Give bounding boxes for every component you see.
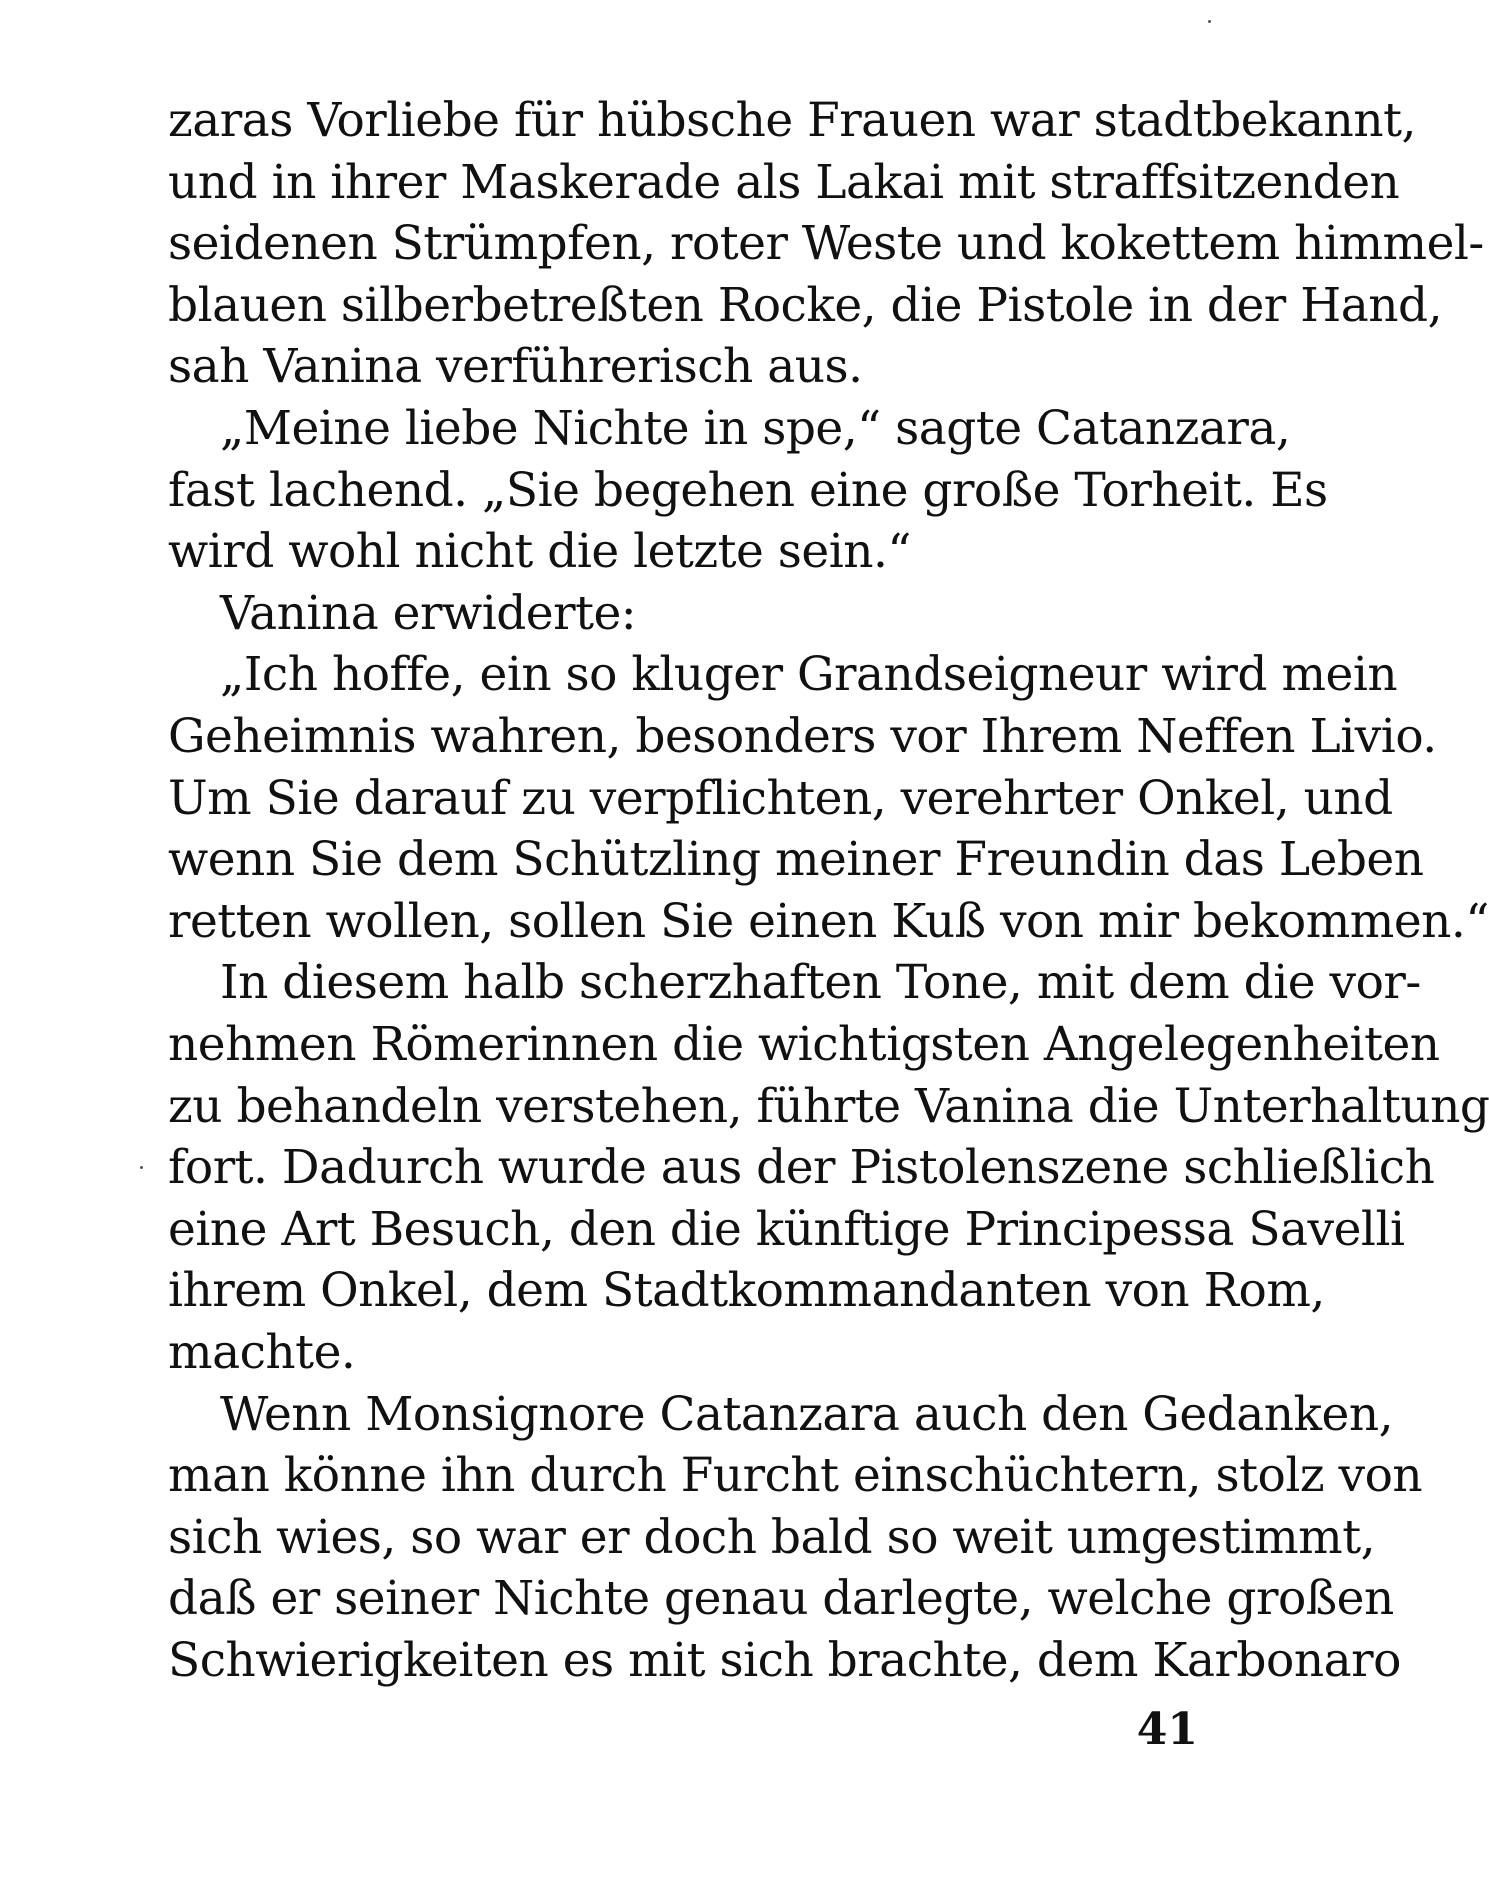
text-line: „Ich hoffe, ein so kluger Grandseigneur wird mein xyxy=(220,647,1398,703)
text-line: seidenen Strümpfen, roter Weste und kokettem himmel- xyxy=(168,216,1484,272)
text-line: Um Sie darauf zu verpflichten, verehrter Onkel, und xyxy=(168,770,1393,826)
text-line: Schwierigkeiten es mit sich brachte, dem Karbonaro xyxy=(168,1633,1401,1688)
text-line: blauen silberbetreßten Rocke, die Pistole in der Hand, xyxy=(168,277,1443,333)
text-line: ihrem Onkel, dem Stadtkommandanten von Rom, xyxy=(168,1263,1325,1319)
text-line: sich wies, so war er doch bald so weit umgestimmt, xyxy=(168,1509,1376,1565)
text-line: retten wollen, sollen Sie einen Kuß von mir bekommen.“ xyxy=(168,893,1489,949)
text-line: zu behandeln verstehen, führte Vanina die Unterhaltung xyxy=(168,1078,1489,1134)
text-line: fort. Dadurch wurde aus der Pistolenszene schließlich xyxy=(168,1140,1435,1196)
text-line: Vanina erwiderte: xyxy=(220,585,637,641)
text-line: daß er seiner Nichte genau darlegte, welche großen xyxy=(168,1571,1394,1627)
text-line: „Meine liebe Nichte in spe,“ sagte Catanzara, xyxy=(220,401,1291,456)
text-line: und in ihrer Maskerade als Lakai mit straffsitzenden xyxy=(168,154,1400,210)
text-line: sah Vanina verführerisch aus. xyxy=(168,339,863,395)
text-line: Wenn Monsignore Catanzara auch den Gedanken, xyxy=(220,1386,1394,1442)
text-line: machte. xyxy=(168,1325,356,1380)
text-line: eine Art Besuch, den die künftige Principessa Savelli xyxy=(168,1201,1405,1257)
text-line: fast lachend. „Sie begehen eine große Torheit. Es xyxy=(168,462,1328,518)
scan-speck xyxy=(1208,20,1211,23)
text-line: In diesem halb scherzhaften Tone, mit dem die vor- xyxy=(220,955,1421,1011)
body-text xyxy=(168,88,1489,1748)
text-line: nehmen Römerinnen die wichtigsten Angelegenheiten xyxy=(168,1017,1440,1072)
page-number: 41 xyxy=(1136,1704,1198,1755)
scan-speck xyxy=(140,1166,143,1169)
text-line: wenn Sie dem Schützling meiner Freundin das Leben xyxy=(168,832,1424,888)
text-line: Geheimnis wahren, besonders vor Ihrem Neffen Livio. xyxy=(168,709,1437,764)
text-line: wird wohl nicht die letzte sein.“ xyxy=(168,524,911,580)
text-line: zaras Vorliebe für hübsche Frauen war stadtbekannt, xyxy=(168,93,1416,148)
text-line: man könne ihn durch Furcht einschüchtern, stolz von xyxy=(168,1448,1423,1504)
